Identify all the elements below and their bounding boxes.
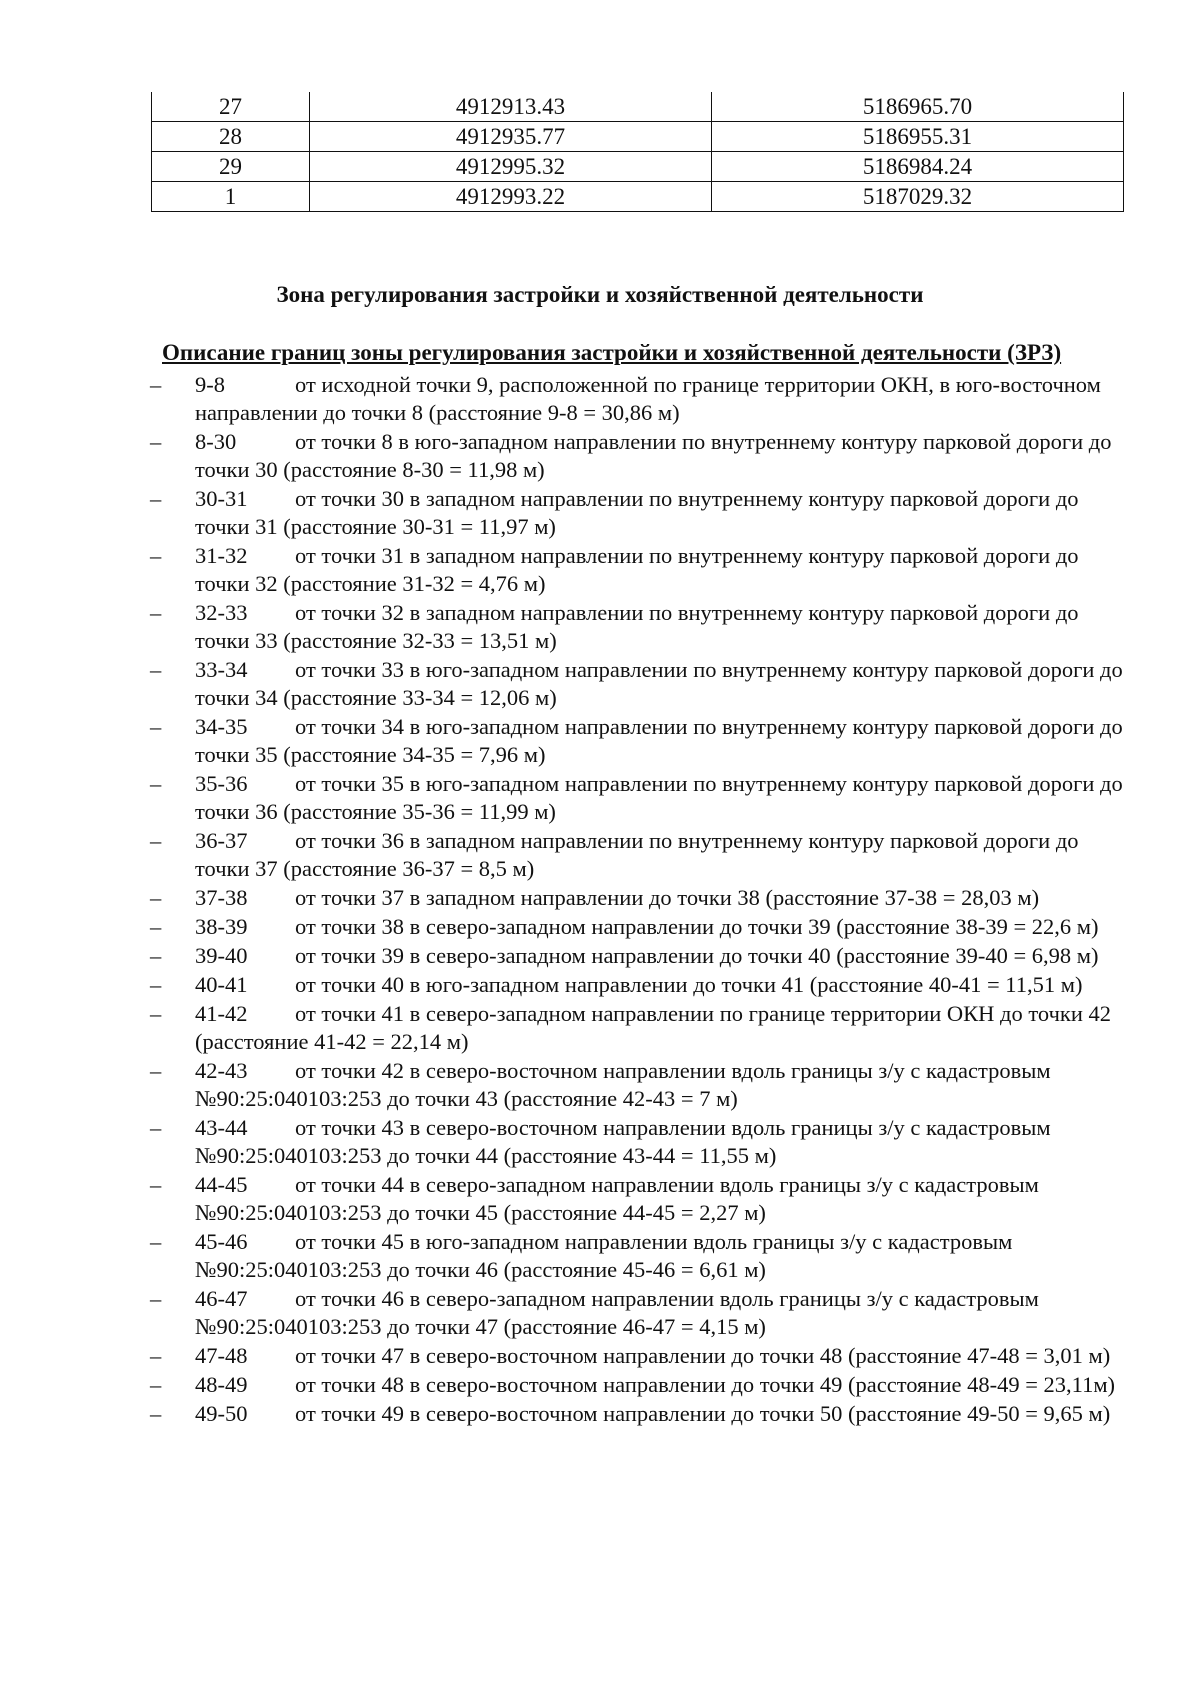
table-row	[152, 152, 1124, 182]
segment-label: 49-50	[195, 1401, 248, 1426]
list-item	[150, 1057, 1125, 1113]
list-item	[150, 542, 1125, 598]
segment-description: от точки 46 в северо-западном направлении вдоль границы з/у с кадастровым №90:25:040103:253 до точки 47 (расстояние 46-47 = 4,15 м)	[195, 1286, 1039, 1339]
list-item	[150, 1342, 1125, 1370]
point-number-cell: 27	[152, 92, 310, 122]
segment-label: 36-37	[195, 828, 248, 853]
segment-description: от точки 39 в северо-западном направлении до точки 40 (расстояние 39-40 = 6,98 м)	[295, 943, 1099, 968]
segment-description: от точки 41 в северо-западном направлении по границе территории ОКН до точки 42 (расстояние 41-42 = 22,14 м)	[195, 1001, 1111, 1054]
list-dash: –	[150, 943, 162, 968]
segment-description: от точки 38 в северо-западном направлении до точки 39 (расстояние 38-39 = 22,6 м)	[295, 914, 1099, 939]
y-coordinate-cell: 5186955.31	[712, 122, 1124, 152]
segment-description: от точки 36 в западном направлении по внутреннему контуру парковой дороги до точки 37 (расстояние 36-37 = 8,5 м)	[195, 828, 1079, 881]
segment-label: 43-44	[195, 1115, 248, 1140]
list-item	[150, 371, 1125, 427]
list-dash: –	[150, 1172, 162, 1197]
y-coordinate-cell: 5186984.24	[712, 152, 1124, 182]
segment-description: от исходной точки 9, расположенной по границе территории ОКН, в юго-восточном направлении до точки 8 (расстояние 9-8 = 30,86 м)	[195, 372, 1101, 425]
list-dash: –	[150, 1343, 162, 1368]
list-item	[150, 827, 1125, 883]
segment-description: от точки 34 в юго-западном направлении по внутреннему контуру парковой дороги до точки 35 (расстояние 34-35 = 7,96 м)	[195, 714, 1123, 767]
segment-description: от точки 32 в западном направлении по внутреннему контуру парковой дороги до точки 33 (расстояние 32-33 = 13,51 м)	[195, 600, 1079, 653]
list-dash: –	[150, 828, 162, 853]
segment-description: от точки 35 в юго-западном направлении по внутреннему контуру парковой дороги до точки 36 (расстояние 35-36 = 11,99 м)	[195, 771, 1123, 824]
segment-label: 9-8	[195, 372, 225, 397]
list-dash: –	[150, 914, 162, 939]
segment-description: от точки 33 в юго-западном направлении по внутреннему контуру парковой дороги до точки 34 (расстояние 33-34 = 12,06 м)	[195, 657, 1123, 710]
segment-description: от точки 30 в западном направлении по внутреннему контуру парковой дороги до точки 31 (расстояние 30-31 = 11,97 м)	[195, 486, 1079, 539]
table-row	[152, 182, 1124, 212]
point-number-cell: 29	[152, 152, 310, 182]
list-dash: –	[150, 657, 162, 682]
list-dash: –	[150, 885, 162, 910]
list-item	[150, 1228, 1125, 1284]
list-dash: –	[150, 771, 162, 796]
segment-label: 40-41	[195, 972, 248, 997]
segment-description: от точки 37 в западном направлении до точки 38 (расстояние 37-38 = 28,03 м)	[295, 885, 1040, 910]
list-item	[150, 713, 1125, 769]
segment-description: от точки 43 в северо-восточном направлении вдоль границы з/у с кадастровым №90:25:040103:253 до точки 44 (расстояние 43-44 = 11,55 м)	[195, 1115, 1051, 1168]
segment-label: 37-38	[195, 885, 248, 910]
list-dash: –	[150, 429, 162, 454]
zone-title: Зона регулирования застройки и хозяйственной деятельности	[276, 282, 924, 307]
segment-label: 39-40	[195, 943, 248, 968]
y-coordinate-cell: 5187029.32	[712, 182, 1124, 212]
list-dash: –	[150, 972, 162, 997]
segment-label: 42-43	[195, 1058, 248, 1083]
point-number-cell: 28	[152, 122, 310, 152]
list-item	[150, 1400, 1125, 1428]
segment-label: 34-35	[195, 714, 248, 739]
segment-label: 35-36	[195, 771, 248, 796]
list-item	[150, 884, 1125, 912]
list-item	[150, 942, 1125, 970]
segment-description: от точки 42 в северо-восточном направлении вдоль границы з/у с кадастровым №90:25:040103:253 до точки 43 (расстояние 42-43 = 7 м)	[195, 1058, 1051, 1111]
boundary-description-list	[150, 371, 1125, 1429]
segment-description: от точки 8 в юго-западном направлении по внутреннему контуру парковой дороги до точки 30 (расстояние 8-30 = 11,98 м)	[195, 429, 1112, 482]
list-item	[150, 770, 1125, 826]
list-item	[150, 1285, 1125, 1341]
list-item	[150, 913, 1125, 941]
list-dash: –	[150, 1229, 162, 1254]
list-dash: –	[150, 486, 162, 511]
segment-label: 33-34	[195, 657, 248, 682]
segment-description: от точки 31 в западном направлении по внутреннему контуру парковой дороги до точки 32 (расстояние 31-32 = 4,76 м)	[195, 543, 1079, 596]
list-dash: –	[150, 372, 162, 397]
list-dash: –	[150, 1001, 162, 1026]
list-dash: –	[150, 543, 162, 568]
segment-label: 32-33	[195, 600, 248, 625]
coordinates-table	[151, 92, 1124, 212]
segment-label: 41-42	[195, 1001, 248, 1026]
x-coordinate-cell: 4912995.32	[310, 152, 712, 182]
segment-label: 31-32	[195, 543, 248, 568]
list-item	[150, 485, 1125, 541]
segment-label: 46-47	[195, 1286, 248, 1311]
list-dash: –	[150, 1115, 162, 1140]
list-item	[150, 1000, 1125, 1056]
list-dash: –	[150, 1286, 162, 1311]
list-dash: –	[150, 600, 162, 625]
segment-description: от точки 44 в северо-западном направлении вдоль границы з/у с кадастровым №90:25:040103:253 до точки 45 (расстояние 44-45 = 2,27 м)	[195, 1172, 1039, 1225]
x-coordinate-cell: 4912913.43	[310, 92, 712, 122]
table-row	[152, 122, 1124, 152]
table-row	[152, 92, 1124, 122]
segment-label: 8-30	[195, 429, 237, 454]
segment-description: от точки 47 в северо-восточном направлении до точки 48 (расстояние 47-48 = 3,01 м)	[295, 1343, 1111, 1368]
segment-description: от точки 48 в северо-восточном направлении до точки 49 (расстояние 48-49 = 23,11м)	[295, 1372, 1116, 1397]
list-dash: –	[150, 1058, 162, 1083]
list-dash: –	[150, 1372, 162, 1397]
segment-description: от точки 40 в юго-западном направлении до точки 41 (расстояние 40-41 = 11,51 м)	[295, 972, 1083, 997]
list-dash: –	[150, 714, 162, 739]
y-coordinate-cell: 5186965.70	[712, 92, 1124, 122]
list-item	[150, 1114, 1125, 1170]
point-number-cell: 1	[152, 182, 310, 212]
segment-description: от точки 45 в юго-западном направлении вдоль границы з/у с кадастровым №90:25:040103:253 до точки 46 (расстояние 45-46 = 6,61 м)	[195, 1229, 1013, 1282]
list-item	[150, 1171, 1125, 1227]
segment-label: 48-49	[195, 1372, 248, 1397]
list-item	[150, 656, 1125, 712]
segment-label: 44-45	[195, 1172, 248, 1197]
coordinates-table-body	[152, 92, 1124, 212]
list-item	[150, 599, 1125, 655]
list-item	[150, 1371, 1125, 1399]
segment-label: 47-48	[195, 1343, 248, 1368]
segment-label: 45-46	[195, 1229, 248, 1254]
list-item	[150, 428, 1125, 484]
x-coordinate-cell: 4912935.77	[310, 122, 712, 152]
segment-label: 30-31	[195, 486, 248, 511]
description-title: Описание границ зоны регулирования застройки и хозяйственной деятельности (ЗРЗ)	[162, 340, 1062, 365]
segment-description: от точки 49 в северо-восточном направлении до точки 50 (расстояние 49-50 = 9,65 м)	[295, 1401, 1111, 1426]
list-dash: –	[150, 1401, 162, 1426]
segment-label: 38-39	[195, 914, 248, 939]
list-item	[150, 971, 1125, 999]
x-coordinate-cell: 4912993.22	[310, 182, 712, 212]
